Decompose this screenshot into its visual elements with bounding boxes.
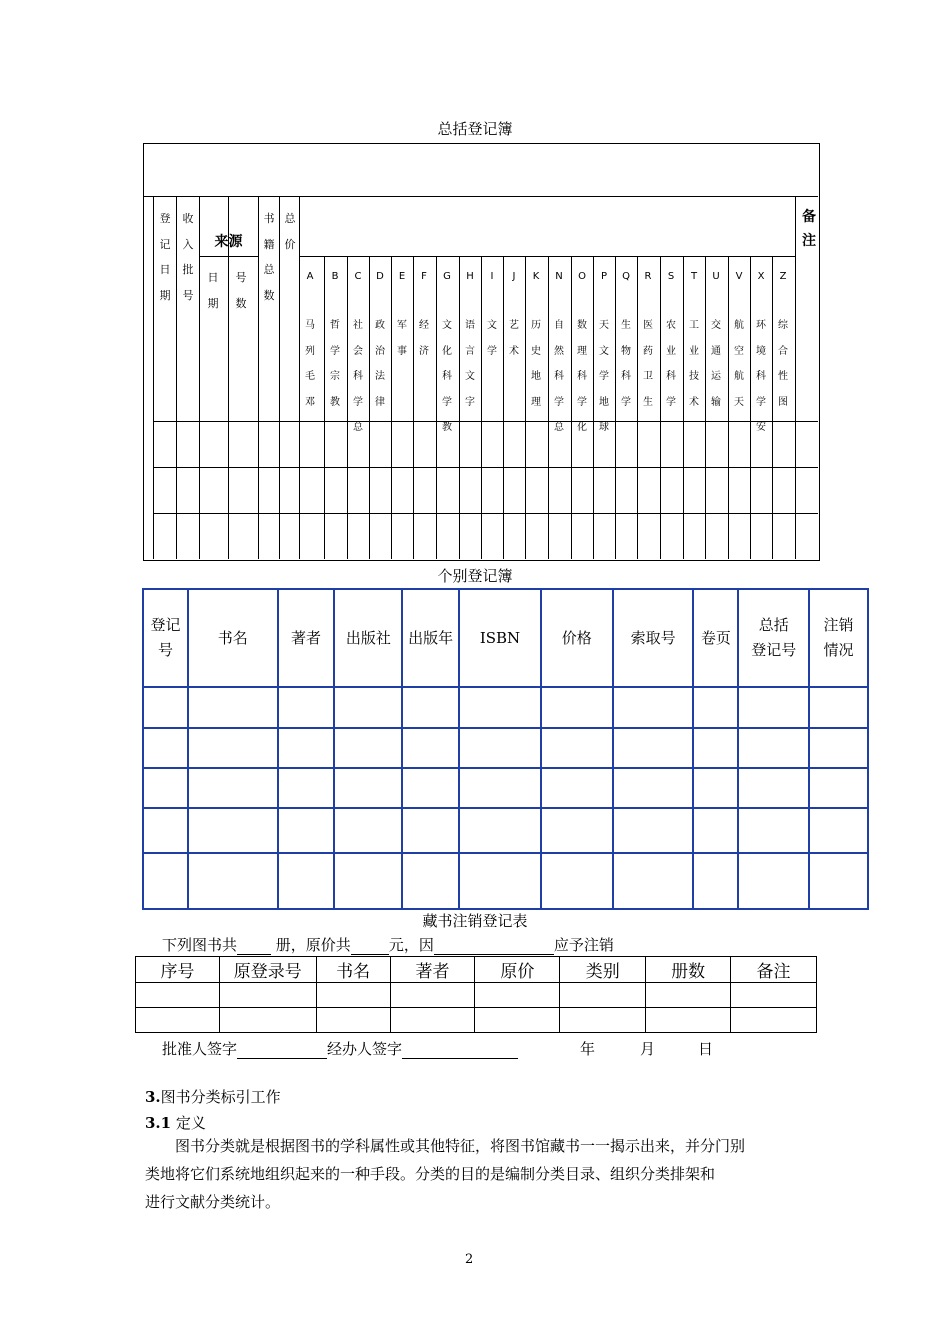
- category-char: 理: [577, 345, 587, 357]
- column-header: 出版年: [402, 589, 459, 687]
- category-char: 通: [711, 345, 721, 357]
- statement-text-1: 下列图书共: [162, 936, 238, 954]
- category-char: 学: [756, 396, 766, 408]
- table-row: [143, 687, 868, 728]
- category-letter: Q: [622, 271, 630, 282]
- category-char: 文: [442, 320, 452, 331]
- category-char: 字: [465, 396, 475, 408]
- category-char: 文: [599, 345, 609, 357]
- category-char: 律: [375, 396, 385, 408]
- table-row: [136, 983, 817, 1008]
- table-row: [136, 1008, 817, 1033]
- total-books-header: [259, 206, 279, 308]
- category-char: 经: [419, 320, 429, 331]
- category-char: 哲: [330, 320, 340, 331]
- category-name: [772, 313, 794, 415]
- category-char: 史: [531, 345, 541, 357]
- category-letter: F: [421, 271, 427, 282]
- category-letter: S: [667, 271, 675, 282]
- category-name: [324, 313, 346, 415]
- column-header: 类别: [560, 957, 646, 983]
- individual-header-row: [143, 589, 868, 687]
- header-char: 日: [207, 271, 219, 284]
- category-letter: N: [555, 271, 563, 282]
- category-letter: I: [490, 271, 494, 282]
- subsection-heading: [145, 1112, 206, 1133]
- grid-line: [153, 196, 154, 559]
- category-char: 生: [643, 396, 653, 408]
- category-name: [593, 313, 615, 441]
- category-char: 教: [330, 396, 340, 408]
- category-char: 马: [305, 320, 315, 331]
- category-name: [369, 313, 391, 415]
- cancellation-table: [135, 956, 817, 1033]
- category-letter: C: [354, 271, 362, 282]
- category-char: 学: [442, 396, 452, 408]
- category-char: 安: [756, 422, 766, 433]
- category-char: 政: [375, 320, 385, 331]
- category-char: 济: [419, 345, 429, 357]
- header-char: 号: [235, 271, 247, 284]
- category-char: 业: [666, 345, 676, 357]
- category-char: 卫: [643, 371, 653, 382]
- grid-line: [481, 256, 482, 559]
- category-name: [571, 313, 593, 441]
- category-char: 科: [442, 371, 452, 382]
- category-char: 事: [397, 345, 407, 357]
- category-name: [660, 313, 682, 415]
- grid-line: [503, 256, 504, 559]
- category-char: 航: [734, 371, 744, 382]
- individual-register-title: 个别登记簿: [437, 567, 513, 585]
- header-char: 期: [159, 288, 171, 302]
- category-letter: T: [690, 271, 698, 282]
- header-char: 数: [235, 296, 247, 310]
- column-header: 册数: [646, 957, 731, 983]
- category-char: 自: [554, 320, 564, 331]
- column-header: 总括 登记号: [738, 589, 809, 687]
- category-char: 境: [756, 345, 766, 357]
- table-row: [143, 768, 868, 808]
- category-char: 航: [734, 320, 744, 331]
- cancellation-title: 藏书注销登记表: [422, 912, 528, 930]
- category-char: 生: [621, 320, 631, 331]
- column-header: 注销 情况: [809, 589, 868, 687]
- definition-paragraph: [145, 1132, 825, 1216]
- reason-blank[interactable]: [434, 938, 554, 955]
- source-header: 来源: [214, 234, 243, 250]
- general-register-title: 总括登记簿: [437, 120, 513, 138]
- category-char: 学: [487, 345, 497, 357]
- category-char: 农: [666, 320, 676, 331]
- header-char: 期: [207, 296, 219, 310]
- category-letter: V: [735, 271, 743, 282]
- category-name: [459, 313, 481, 415]
- category-char: 学: [353, 396, 363, 408]
- statement-text-2: 册，原价共: [275, 936, 351, 954]
- grid-line: [176, 196, 177, 559]
- category-letter: X: [757, 271, 765, 282]
- grid-line: [391, 256, 392, 559]
- handler-label: 经办人签字: [327, 1040, 403, 1058]
- category-letter: R: [644, 271, 652, 282]
- category-letter: E: [398, 271, 406, 282]
- category-char: 术: [509, 345, 519, 357]
- category-name: [705, 313, 727, 415]
- grid-line: [153, 467, 818, 468]
- category-char: 法: [375, 371, 385, 382]
- source-date-header: [203, 265, 223, 316]
- header-char: 号: [182, 288, 194, 302]
- category-char: 运: [711, 371, 721, 382]
- column-header: 原登录号: [219, 957, 316, 983]
- category-name: [525, 313, 547, 415]
- category-char: 学: [666, 396, 676, 408]
- header-char: 批: [182, 263, 194, 276]
- handler-signature-blank[interactable]: [402, 1042, 518, 1059]
- category-char: 环: [756, 320, 766, 331]
- category-char: 总: [353, 422, 363, 433]
- approver-signature-blank[interactable]: [237, 1042, 327, 1059]
- category-char: 理: [531, 396, 541, 408]
- category-char: 球: [599, 422, 609, 433]
- header-char: 总: [263, 263, 275, 276]
- category-name: [728, 313, 750, 415]
- header-char: 注: [802, 233, 816, 249]
- header-char: 记: [159, 237, 171, 251]
- category-char: 性: [778, 371, 788, 382]
- category-char: 列: [305, 345, 315, 357]
- subsection-text: 定义: [171, 1114, 206, 1132]
- paragraph-line: 进行文献分类统计。: [145, 1193, 281, 1211]
- category-char: 语: [465, 320, 475, 331]
- category-char: 科: [621, 371, 631, 382]
- category-char: 社: [353, 320, 363, 331]
- category-char: 天: [734, 396, 744, 408]
- category-letter: B: [331, 271, 339, 282]
- category-char: 文: [465, 371, 475, 382]
- category-char: 然: [554, 345, 564, 357]
- section-heading-number: 3.: [145, 1088, 161, 1106]
- category-char: 文: [487, 320, 497, 331]
- category-char: 工: [689, 320, 699, 331]
- source-number-header: [231, 265, 251, 316]
- category-char: 化: [577, 422, 587, 433]
- column-header: 登记 号: [143, 589, 188, 687]
- price-blank[interactable]: [351, 938, 389, 955]
- grid-line: [143, 196, 818, 197]
- category-name: [683, 313, 705, 415]
- cancellation-statement: [162, 934, 614, 955]
- column-header: 著者: [278, 589, 335, 687]
- category-char: 输: [711, 396, 721, 408]
- category-char: 总: [554, 422, 564, 433]
- paragraph-line: 类地将它们系统地组织起来的一种手段。分类的目的是编制分类目录、组织分类排架和: [145, 1165, 716, 1183]
- date-header: [155, 206, 175, 308]
- category-char: 医: [643, 320, 653, 331]
- statement-text-3: 元，因: [388, 936, 434, 954]
- category-char: 图: [778, 396, 788, 408]
- category-letter: U: [712, 271, 720, 282]
- category-char: 学: [621, 396, 631, 408]
- individual-register-table: [142, 588, 869, 910]
- category-name: [503, 313, 525, 364]
- category-name: [413, 313, 435, 364]
- category-char: 空: [734, 345, 744, 357]
- header-char: 籍: [263, 237, 275, 251]
- approver-label: 批准人签字: [162, 1040, 238, 1058]
- category-letter: Z: [779, 271, 787, 282]
- category-letter: D: [376, 271, 384, 282]
- section-heading-text: 图书分类标引工作: [160, 1088, 281, 1106]
- header-char: 总: [284, 212, 296, 225]
- category-char: 技: [689, 371, 699, 382]
- category-char: 数: [577, 320, 587, 331]
- category-char: 毛: [305, 371, 315, 382]
- header-char: 登: [159, 212, 171, 225]
- category-char: 历: [531, 320, 541, 331]
- column-header: 价格: [541, 589, 613, 687]
- batch-number-header: [178, 206, 198, 308]
- category-char: 科: [353, 371, 363, 382]
- category-name: [750, 313, 772, 441]
- category-char: 交: [711, 320, 721, 331]
- category-char: 科: [577, 371, 587, 382]
- category-char: 艺: [509, 320, 519, 331]
- category-letter: H: [466, 271, 474, 282]
- grid-line: [795, 196, 796, 559]
- column-header: ISBN: [459, 589, 541, 687]
- books-count-blank[interactable]: [237, 938, 271, 955]
- category-char: 药: [643, 345, 653, 357]
- category-name: [391, 313, 413, 364]
- header-char: 备: [802, 209, 816, 225]
- column-header: 索取号: [613, 589, 694, 687]
- header-char: 书: [263, 212, 275, 225]
- category-char: 术: [689, 396, 699, 408]
- category-name: [637, 313, 659, 415]
- column-header: 书名: [316, 957, 390, 983]
- column-header: 著者: [390, 957, 475, 983]
- statement-text-4: 应予注销: [553, 936, 614, 954]
- category-char: 科: [666, 371, 676, 382]
- grid-line: [153, 421, 818, 422]
- remarks-header: [798, 205, 820, 253]
- header-char: 入: [182, 237, 194, 251]
- category-name: [299, 313, 321, 415]
- category-name: [615, 313, 637, 415]
- paragraph-line: 图书分类就是根据图书的学科属性或其他特征，将图书馆藏书一一揭示出来，并分门别: [175, 1137, 746, 1155]
- header-char: 数: [263, 288, 275, 302]
- table-row: [143, 728, 868, 768]
- category-name: [548, 313, 570, 441]
- category-char: 言: [465, 345, 475, 357]
- subsection-number: 3.1: [145, 1114, 172, 1132]
- category-char: 学: [599, 371, 609, 382]
- category-name: [347, 313, 369, 441]
- category-name: [481, 313, 503, 364]
- category-letter: A: [306, 271, 314, 282]
- category-char: 综: [778, 320, 788, 331]
- signature-line: [162, 1038, 518, 1059]
- column-header: 书名: [188, 589, 278, 687]
- category-char: 物: [621, 345, 631, 357]
- column-header: 原价: [475, 957, 560, 983]
- column-header: 序号: [136, 957, 220, 983]
- column-header: 卷页: [693, 589, 738, 687]
- category-char: 化: [442, 345, 452, 357]
- header-char: 价: [284, 237, 296, 251]
- category-char: 教: [442, 422, 452, 433]
- category-letter: O: [578, 271, 586, 282]
- grid-line: [153, 513, 818, 514]
- category-char: 邓: [305, 396, 315, 408]
- category-char: 会: [353, 345, 363, 357]
- header-char: 日: [159, 263, 171, 276]
- category-char: 军: [397, 320, 407, 331]
- category-letter: G: [443, 271, 451, 282]
- year-label: 年: [580, 1040, 596, 1058]
- month-label: 月: [640, 1040, 656, 1058]
- header-char: 收: [182, 212, 194, 225]
- category-char: 地: [599, 396, 609, 408]
- category-char: 学: [330, 345, 340, 357]
- day-label: 日: [698, 1040, 714, 1058]
- page-number: 2: [465, 1252, 474, 1267]
- section-heading: [145, 1086, 281, 1107]
- category-char: 宗: [330, 371, 340, 382]
- category-letter: K: [532, 271, 540, 282]
- category-char: 科: [554, 371, 564, 382]
- category-char: 科: [756, 371, 766, 382]
- category-char: 业: [689, 345, 699, 357]
- table-row: [143, 808, 868, 853]
- category-char: 天: [599, 320, 609, 331]
- column-header: 出版社: [334, 589, 402, 687]
- category-char: 学: [577, 396, 587, 408]
- table-row: [143, 853, 868, 909]
- category-char: 学: [554, 396, 564, 408]
- category-letter: J: [512, 271, 516, 282]
- grid-line: [413, 256, 414, 559]
- category-letter: P: [600, 271, 608, 282]
- category-char: 合: [778, 345, 788, 357]
- total-price-header: [280, 206, 300, 257]
- cancellation-header-row: [136, 957, 817, 983]
- category-name: [436, 313, 458, 441]
- category-char: 地: [531, 371, 541, 382]
- category-char: 治: [375, 345, 385, 357]
- column-header: 备注: [731, 957, 817, 983]
